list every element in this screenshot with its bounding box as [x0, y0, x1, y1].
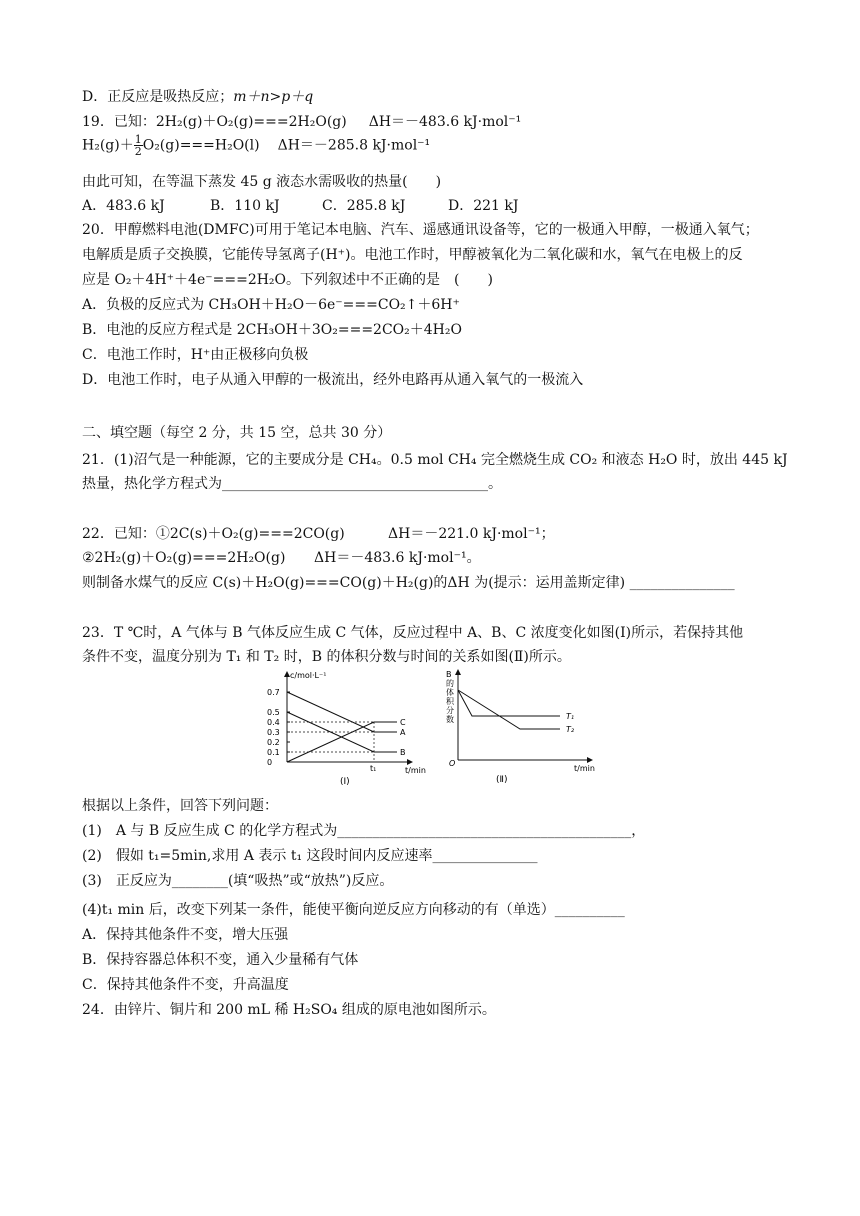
figure-2-y-label-char: 积 — [446, 697, 454, 706]
figure-1-series-A — [287, 692, 397, 732]
q20-option-a: A．负极的反应式为 CH₃OH＋H₂O－6e⁻===CO₂↑＋6H⁺ — [82, 297, 460, 313]
figure-2-y-label-char: B — [446, 670, 452, 679]
figure-1-y-tick: 0.2 — [267, 738, 280, 747]
q23-line2: 条件不变，温度分别为 T₁ 和 T₂ 时，B 的体积分数与时间的关系如图(Ⅱ)所示。 — [82, 649, 571, 665]
q20-option-d: D．电池工作时，电子从通入甲醇的一极流出，经外电路再从通入氧气的一极流入 — [82, 372, 584, 388]
q20-option-c: C．电池工作时，H⁺由正极移向负极 — [82, 347, 309, 363]
figure-2-y-label-char: 分 — [446, 706, 454, 715]
figure-1-x-label: t/min — [405, 766, 426, 775]
q20-option-b: B．电池的反应方程式是 2CH₃OH＋3O₂===2CO₂＋4H₂O — [82, 322, 462, 338]
figure-1-y-tick: 0.4 — [267, 718, 280, 727]
fraction-one-half: $\frac{1}{2}$ — [134, 133, 142, 158]
q23-part2: (2) 假如 t₁=5min,求用 A 表示 t₁ 这段时间内反应速率_______________ — [82, 848, 538, 864]
q18-option-d: D．正反应是吸热反应；m＋n>p＋q — [82, 89, 314, 105]
q23-part1: (1) A 与 B 反应生成 C 的化学方程式为__________________________________________， — [82, 823, 646, 839]
figure-2-line-t1 — [458, 690, 560, 716]
figure-2-y-label-char: 体 — [446, 688, 454, 697]
figure-2-y-label-char: 的 — [446, 679, 454, 688]
q22-line3: 则制备水煤气的反应 C(s)＋H₂O(g)===CO(g)＋H₂(g)的ΔH 为(提示：运用盖斯定律) _______________ — [82, 575, 735, 591]
q23-option-a: A．保持其他条件不变，增大压强 — [82, 927, 289, 943]
q23-option-c: C．保持其他条件不变，升高温度 — [82, 977, 289, 993]
figure-1-y-tick: 0.7 — [267, 688, 280, 697]
figure-1-y-tick: 0.3 — [267, 728, 280, 737]
q20-line2: 电解质是质子交换膜，它能传导氢离子(H⁺)。电池工作时，甲醇被氧化为二氧化碳和水，氧气在电极上的反 — [82, 247, 743, 263]
figure-2-volume-fraction-chart — [440, 666, 600, 788]
q19-line1: 19．已知：2H₂(g)＋O₂(g)===2H₂O(g) ΔH＝－483.6 kJ·mol⁻¹ — [82, 114, 522, 130]
figure-1-y-tick: 0.5 — [267, 708, 280, 717]
q23-part4: (4)t₁ min 后，改变下列某一条件，能使平衡向逆反应方向移动的有（单选）__________ — [82, 902, 625, 918]
q23-line1: 23．T ℃时，A 气体与 B 气体反应生成 C 气体，反应过程中 A、B、C 浓度变化如图(Ⅰ)所示，若保持其他 — [82, 625, 744, 641]
figure-2-x-label: t/min — [574, 764, 595, 773]
figure-2-origin: O — [449, 759, 456, 768]
q19-line2: H₂(g)＋ $\frac{1}{2}$ O₂(g)===H₂O(l) ΔH＝－285.8 kJ·mol⁻¹ — [82, 133, 431, 158]
q24-line1: 24．由锌片、铜片和 200 mL 稀 H₂SO₄ 组成的原电池如图所示。 — [82, 1002, 496, 1018]
section-2-heading: 二、填空题（每空 2 分，共 15 空，总共 30 分） — [82, 425, 392, 441]
figure-2-y-label-char: 数 — [446, 715, 454, 724]
figure-1-caption: (Ⅰ) — [340, 777, 350, 787]
q19-options: A．483.6 kJ B．110 kJ C．285.8 kJ D．221 kJ — [82, 198, 519, 214]
figure-1-y-tick: 0 — [267, 758, 273, 767]
figure-1-y-tick: 0.1 — [267, 748, 280, 757]
figure-2-caption: (Ⅱ) — [496, 775, 508, 785]
q20-line1: 20．甲醇燃料电池(DMFC)可用于笔记本电脑、汽车、遥感通讯设备等，它的一极通入甲醇，一极通入氧气； — [82, 222, 759, 238]
q21-line2: 热量，热化学方程式为______________________________________。 — [82, 476, 502, 492]
figure-1-concentration-chart — [262, 668, 437, 788]
q19-question: 由此可知，在等温下蒸发 45 g 液态水需吸收的热量( ) — [82, 174, 442, 190]
figure-2-y-label — [446, 670, 455, 724]
q23-after-figure: 根据以上条件，回答下列问题： — [82, 798, 278, 814]
figure-1-series-label-B: B — [400, 748, 406, 757]
q22-line1: 22．已知：①2C(s)＋O₂(g)===2CO(g) ΔH＝－221.0 kJ·mol⁻¹； — [82, 526, 555, 542]
figure-1-y-label: c/mol·L⁻¹ — [290, 671, 327, 680]
q23-option-b: B．保持容器总体积不变，通入少量稀有气体 — [82, 952, 359, 968]
figure-1-series-C — [287, 722, 397, 762]
q22-line2: ②2H₂(g)＋O₂(g)===2H₂O(g) ΔH＝－483.6 kJ·mol⁻¹。 — [82, 550, 481, 566]
figure-1-t1-label: t₁ — [370, 764, 377, 773]
figure-2-t1-label: T₁ — [566, 712, 575, 721]
figure-1-series-label-C: C — [400, 718, 406, 727]
q21-line1: 21．(1)沼气是一种能源，它的主要成分是 CH₄。0.5 mol CH₄ 完全燃烧生成 CO₂ 和液态 H₂O 时，放出 445 kJ — [82, 452, 788, 468]
q23-part3: (3) 正反应为________(填“吸热”或“放热”)反应。 — [82, 873, 394, 889]
figure-1-series-label-A: A — [400, 728, 406, 737]
figure-2-line-t2 — [458, 690, 560, 729]
figure-2-t2-label: T₂ — [566, 725, 575, 734]
q20-line3: 应是 O₂＋4H⁺＋4e⁻===2H₂O。下列叙述中不正确的是 ( ) — [82, 272, 493, 288]
